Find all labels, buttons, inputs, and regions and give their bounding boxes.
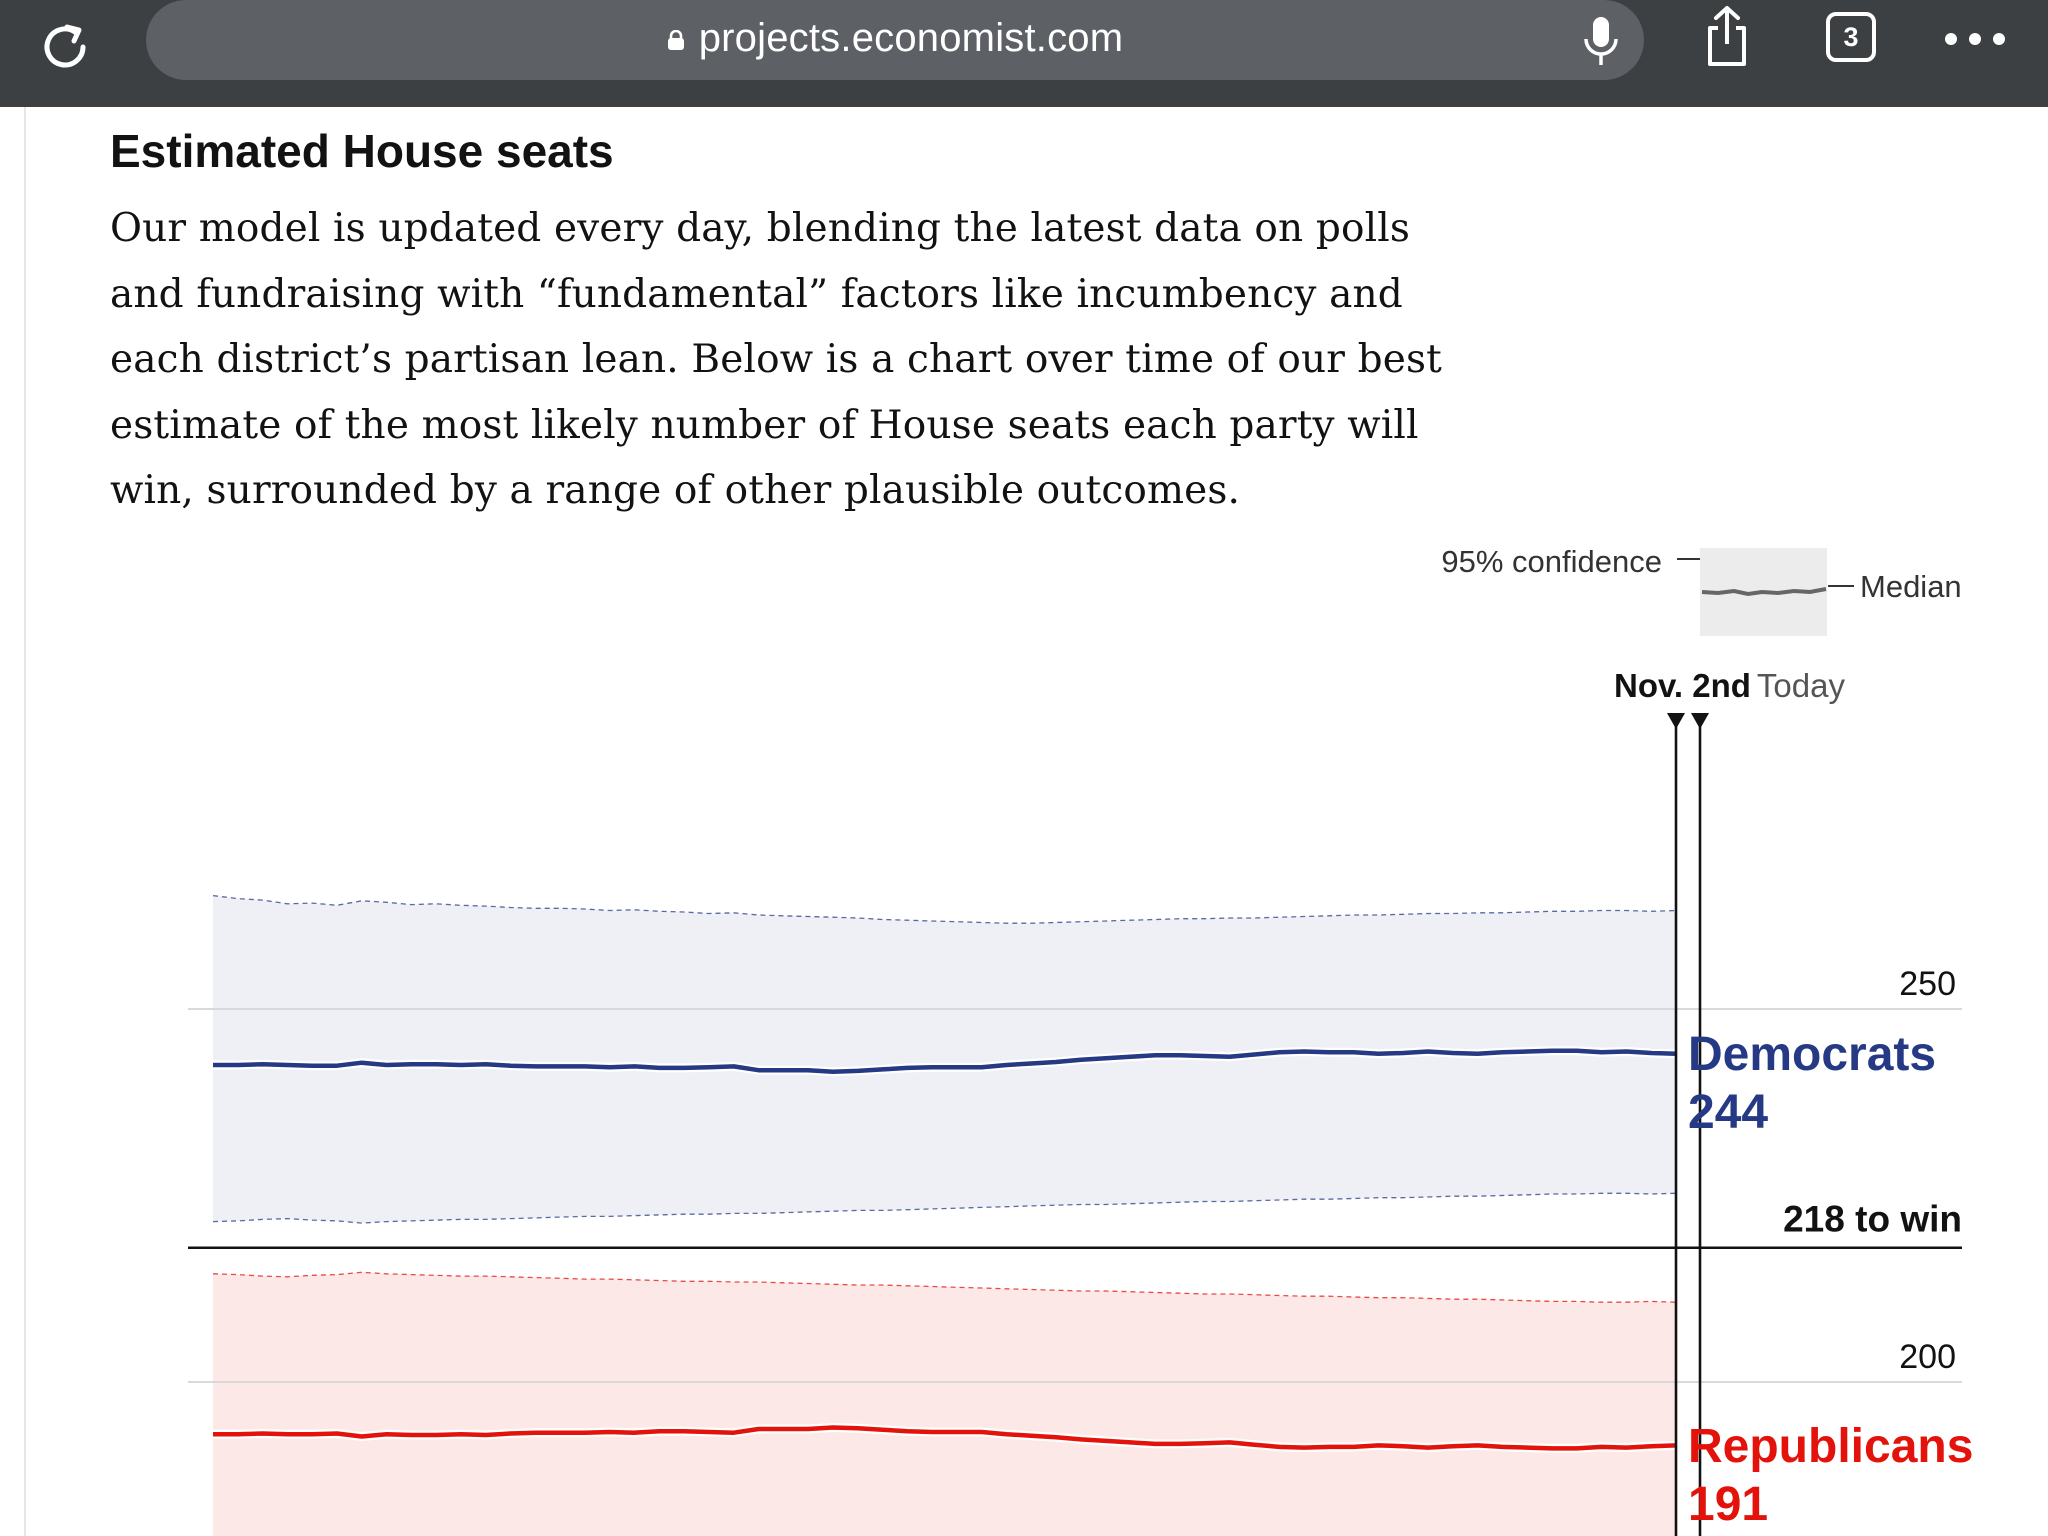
threshold-label: 218 to win: [1783, 1198, 1962, 1240]
democrats-final-value: 244: [1688, 1086, 1769, 1139]
democrats-series-label: Democrats: [1688, 1028, 1937, 1081]
legend-band-label: 95% confidence: [1441, 544, 1662, 579]
chart-title: Estimated House seats: [110, 125, 614, 177]
democrats-confidence-band: [213, 896, 1676, 1224]
republicans-series-label: Republicans: [1688, 1420, 1974, 1473]
marker-label-today: Today: [1756, 667, 1845, 704]
marker-arrow-1: [1691, 713, 1709, 729]
marker-label-nov-2nd: Nov. 2nd: [1614, 667, 1751, 704]
y-tick-label-200: 200: [1899, 1338, 1956, 1376]
republicans-confidence-band: [213, 1272, 1676, 1536]
y-tick-label-250: 250: [1899, 965, 1956, 1003]
marker-arrow-0: [1667, 713, 1685, 729]
url-text: projects.economist.com: [698, 15, 1124, 60]
republicans-final-value: 191: [1688, 1478, 1769, 1531]
marker-label: [1614, 667, 1845, 704]
tab-count: 3: [1843, 21, 1859, 52]
chart-description: Our model is updated every day, blending the latest data on polls and fundraising with “fundamental” factors like incumbency and each district’s partisan lean. Below is a chart over time of our best estimate of the most likely number of House seats each party will win, surrounded by a range of other plausible outcomes.: [110, 206, 1442, 513]
legend-line-label: Median: [1860, 569, 1962, 604]
